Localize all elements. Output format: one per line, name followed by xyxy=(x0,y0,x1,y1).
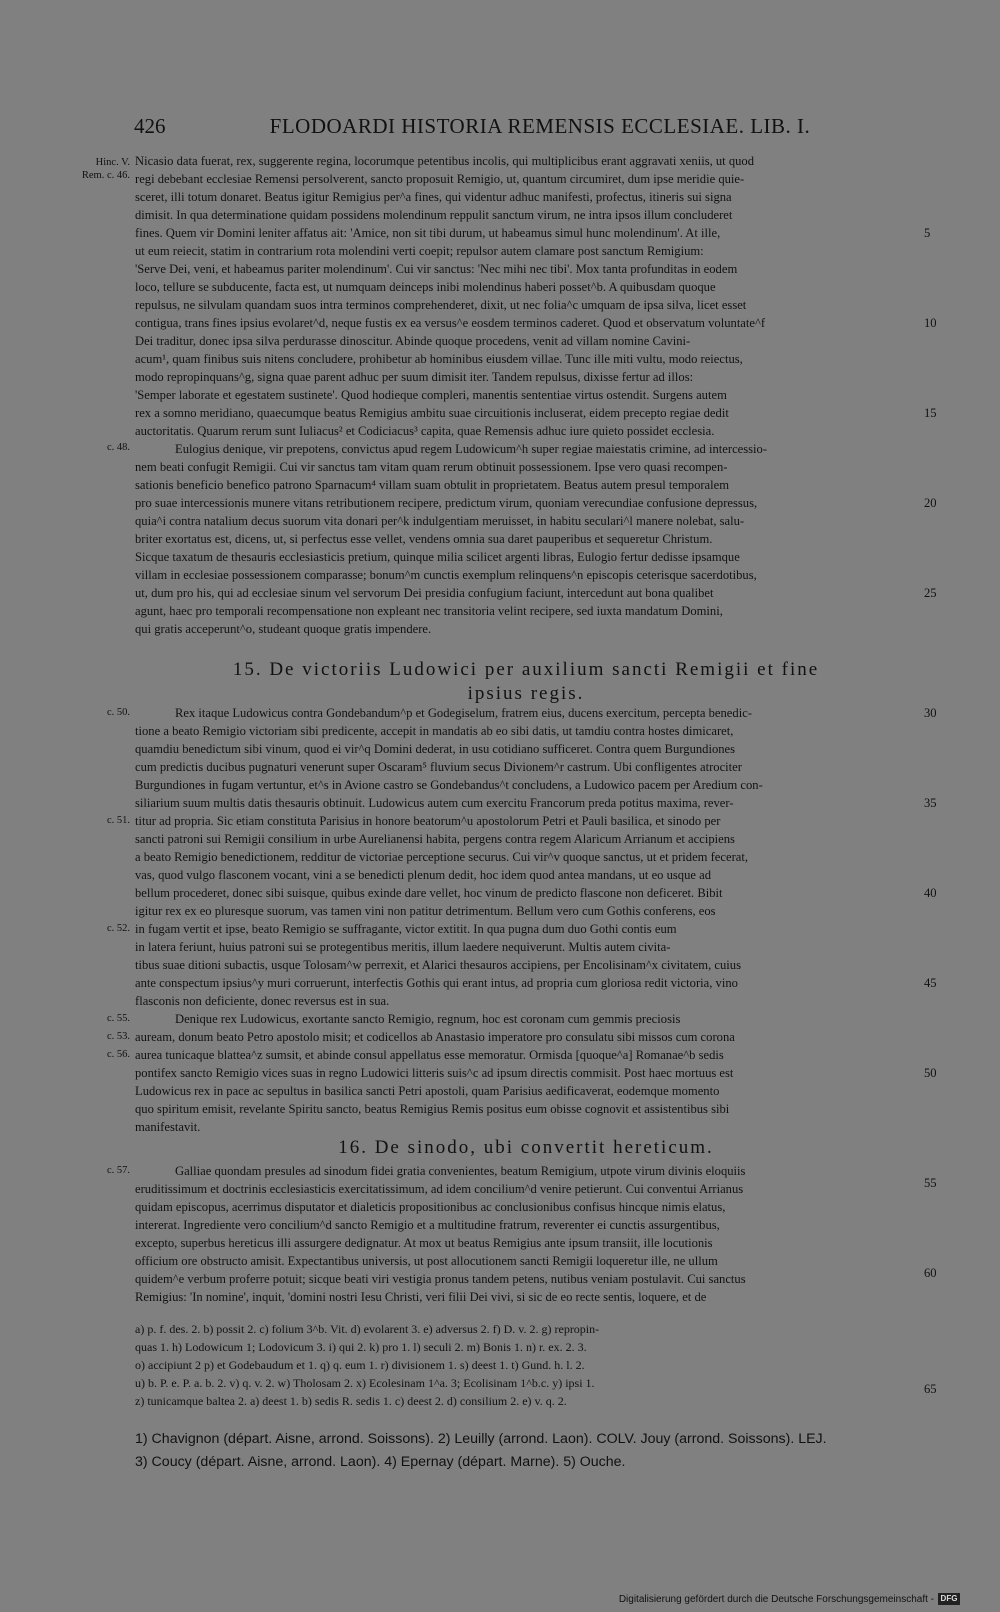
margin-ref: c. 56. xyxy=(106,1049,130,1060)
text-line: pontifex sancto Remigio vices suas in regno Ludowici litteris suis^c ad ipsum directis commisit. Post haec mortuus est xyxy=(135,1066,734,1080)
margin-ref: c. 57. xyxy=(106,1165,130,1176)
text-line: qui gratis acceperunt^o, studeant quoque gratis impendere. xyxy=(135,622,432,636)
footnote-line: 1) Chavignon (départ. Aisne, arrond. Soissons). 2) Leuilly (arrond. Laon). COLV. Jouy (arrond. Soissons). LEJ. xyxy=(135,1431,827,1447)
line-number: 10 xyxy=(924,316,937,330)
line-number: 25 xyxy=(924,586,937,600)
margin-ref: c. 50. xyxy=(106,707,130,718)
line-number: 60 xyxy=(924,1266,937,1280)
text-line: 'Serve Dei, veni, et habeamus pariter molendinum'. Cui vir sanctus: 'Nec mihi nec tibi'. Mox tanta profunditas in eodem xyxy=(135,262,738,276)
running-head xyxy=(0,114,1000,144)
text-line: loco, tellure se subducente, facta est, ut numquam deinceps inibi molendinus haberi posset^b. A quibusdam quoque xyxy=(135,280,716,294)
text-line: quo spiritum emisit, revelante Spiritu sancto, beatus Remigius Remis positus eum obisse cognovit et assistentibus sibi xyxy=(135,1102,730,1116)
text-line: repulsus, ne silvulam quandam suos intra terminos comprehenderet, dixit, ut nec folia^c umquam de ipsa silva, licet esset xyxy=(135,298,747,312)
text-line: acum¹, quam finibus suis nitens concludere, prohibetur ab hominibus eiusdem villae. Tunc ille miti vultu, modo reiectus, xyxy=(135,352,743,366)
margin-ref: Rem. c. 46. xyxy=(81,170,130,181)
apparatus-line: quas 1. h) Lodowicum 1; Lodovicum 3. i) qui 2. k) pro 1. l) seculi 2. m) Bonis 1. n) r. ex. 2. 3. xyxy=(135,1340,587,1354)
line-number: 5 xyxy=(924,226,931,240)
text-line: ut, dum pro his, qui ad ecclesiae sinum vel servorum Dei presidia confugium faciunt, intercedunt aut bona qualibet xyxy=(135,586,714,600)
text-line: sationis beneficio benefico patrono Sparnacum⁴ villam suam obtulit in proprietatem. Beatus autem presul temporalem xyxy=(135,478,730,492)
text-line: Nicasio data fuerat, rex, suggerente regina, locorumque petentibus incolis, qui multiplicibus erant aggravati xeniis, ut quod xyxy=(135,154,755,168)
text-line: siliarium suum multis datis thesauris obtinuit. Ludowicus autem cum exercitu Francorum preda potitus maxima, rever- xyxy=(135,796,734,810)
text-line: villam in ecclesiae possessionem comparasse; bonum^m cunctis exemplum relinquens^n episcopis ceterisque sacerdotibus, xyxy=(135,568,757,582)
text-line: ante conspectum ipsius^y muri corruerunt, interfectis Gothis qui erant intus, ad propria cum gloriosa redit victoria, vino xyxy=(135,976,738,990)
text-line: Burgundiones in fugam vertuntur, et^s in Avione castro se Gondebandus^t concludens, a Ludowico pacem per Aredium con- xyxy=(135,778,763,792)
text-line: agunt, haec pro temporali recompensatione non expleant nec transitoria velint recipere, sed iuxta mandatum Domini, xyxy=(135,604,723,618)
line-number: 45 xyxy=(924,976,937,990)
line-number: 20 xyxy=(924,496,937,510)
text-line: dimisit. In qua determinatione quidam possidens molendinum reppulit sanctum virum, ne intra ipsos illum concluderet xyxy=(135,208,733,222)
text-line: Remigius: 'In nomine', inquit, 'domini nostri Iesu Christi, veri filii Dei vivi, si sic de eo recte sentis, loquere, et de xyxy=(135,1290,707,1304)
text-line: quamdiu benedictum sibi vinum, quod ei vir^q Domini dederat, in usu cotidiano sufficeret. Contra quem Burgundiones xyxy=(135,742,736,756)
text-line: Ludowicus rex in pace ac sepultus in basilica sancti Petri apostoli, quam Parisius aedificaverat, eodemque momento xyxy=(135,1084,720,1098)
text-line: eruditissimum et doctrinis ecclesiasticis exercitatissimum, ad idem concilium^d venire petierunt. Cui conventui Arrianus xyxy=(135,1182,744,1196)
margin-ref: Hinc. V. xyxy=(95,157,130,168)
chapter-heading-15-cont: ipsius regis. xyxy=(467,683,585,704)
apparatus-line: a) p. f. des. 2. b) possit 2. c) folium 3^b. Vit. d) evolarent 3. e) adversus 2. f) D. v. 2. g) repropin- xyxy=(135,1322,600,1336)
text-line: intererat. Ingrediente vero concilium^d sancto Remigio et a multitudine fratrum, reverenter ei cunctis assurgentibus, xyxy=(135,1218,720,1232)
line-number: 15 xyxy=(924,406,937,420)
line-number: 65 xyxy=(924,1382,937,1396)
text-line: contigua, trans fines ipsius evolaret^d, neque fustis ex ea versus^e eosdem terminos caderet. Quod et observatum voluntate^f xyxy=(135,316,766,330)
text-line: nem beati confugit Remigii. Cui vir sanctus tam vitam quam rerum obtinuit possessionem. Ipse vero quasi recompen- xyxy=(135,460,728,474)
text-line: igitur rex ex eo pluresque suorum, vas tamen vini non patitur detrimentum. Bellum vero cum Gothis conferens, eos xyxy=(135,904,716,918)
text-line: manifestavit. xyxy=(135,1120,201,1134)
text-line: a beato Remigio benedictionem, redditur de victoriae perceptione securus. Cui vir^v quoque sanctus, ut et pridem fecerat, xyxy=(135,850,748,864)
line-number: 50 xyxy=(924,1066,937,1080)
text-line: Denique rex Ludowicus, exortante sancto Remigio, regnum, hoc est coronam cum gemmis preciosis xyxy=(175,1012,681,1026)
text-line: 'Semper laborate et egestatem sustinete'. Quod hodieque compleri, manentis sententiae virtus ostendit. Surgens autem xyxy=(135,388,727,402)
margin-ref: c. 55. xyxy=(106,1013,130,1024)
page-number: 426 xyxy=(134,114,166,138)
text-line: modo repropinquans^g, signa quae parent adhuc per suum dimisit iter. Tandem repulsus, dixisse fertur ad illos: xyxy=(135,370,694,384)
line-number: 30 xyxy=(924,706,937,720)
text-line: cum predictis ducibus pugnaturi venerunt super Oscaram⁵ fluvium secus Divionem^r castrum. Ubi confligentes atrociter xyxy=(135,760,742,774)
text-line: excepto, superbus hereticus illi assurgere dedignatur. At mox ut beatus Remigius ante ipsum transiit, ille locutionis xyxy=(135,1236,713,1250)
text-line: in latera feriunt, huius patroni sui se protegentibus meritis, illum laedere nequiverunt. Multis autem civita- xyxy=(135,940,671,954)
text-line: ut eum reiecit, statim in contrarium rota molendini verti coepit; repulsor autem clamare post sanctum Remigium: xyxy=(135,244,704,258)
text-line: auctoritatis. Quarum rerum sunt Iuliacus² et Codiciacus³ capita, quae Remensis adhuc iure quieto possidet ecclesia. xyxy=(135,424,715,438)
margin-ref: c. 53. xyxy=(106,1031,130,1042)
text-line: Eulogius denique, vir prepotens, convictus apud regem Ludowicum^h super regiae maiestatis crimine, ad intercessio- xyxy=(175,442,768,456)
credit-text: Digitalisierung gefördert durch die Deutsche Forschungsgemeinschaft - xyxy=(618,1593,934,1605)
dfg-logo-icon: DFG xyxy=(938,1593,960,1605)
chapter-heading-16: 16. De sinodo, ubi convertit hereticum. xyxy=(338,1137,714,1158)
text-line: bellum procederet, donec sibi suisque, quibus exinde dare vellet, hoc vinum de predicto flascone non deficeret. Bibit xyxy=(135,886,723,900)
apparatus-line: z) tunicamque baltea 2. a) deest 1. b) sedis R. sedis 1. c) deest 2. d) consilium 2. e) v. q. 2. xyxy=(135,1394,567,1408)
text-line: flasconis non deficiente, donec reversus est in sua. xyxy=(135,994,390,1008)
text-line: Rex itaque Ludowicus contra Gondebandum^p et Godegiselum, fratrem eius, ducens exercitum, percepta benedic- xyxy=(175,706,752,720)
text-line: Dei traditur, donec ipsa silva perdurasse dinoscitur. Abinde quoque procedens, venit ad villam nomine Cavini- xyxy=(135,334,691,348)
text-line: briter exortatus est, dicens, ut, si perfectus esse vellet, vendens omnia sua daret pauperibus et sequeretur Christum. xyxy=(135,532,713,546)
apparatus-line: o) accipiunt 2 p) et Godebaudum et 1. q) q. eum 1. r) divisionem 1. s) deest 1. t) Gund. h. l. 2. xyxy=(135,1358,585,1372)
text-line: officium ore obstructo amisit. Expectantibus universis, ut post allocutionem sancti Remigii loqueretur ille, ne ullum xyxy=(135,1254,718,1268)
text-line: sceret, illi totum donaret. Beatus igitur Remigius per^a fines, qui videntur adhuc manifesti, profectus, itineris sui signa xyxy=(135,190,732,204)
text-line: fines. Quem vir Domini leniter affatus ait: 'Amice, non sit tibi durum, ut habeamus simul hunc molendinum'. At ille, xyxy=(135,226,721,240)
text-line: rex a somno meridiano, quaecumque beatus Remigius ambitu suae circuitionis incluserat, eidem precepto regiae dedit xyxy=(135,406,729,420)
margin-ref: c. 52. xyxy=(106,923,130,934)
text-line: tione a beato Remigio victoriam sibi predicente, accepit in mandatis ab eo sibi datis, ut tamdiu contra hostes dimicaret, xyxy=(135,724,734,738)
margin-ref: c. 51. xyxy=(106,815,130,826)
digitization-credit xyxy=(619,1593,960,1605)
running-title: FLODOARDI HISTORIA REMENSIS ECCLESIAE. LIB. I. xyxy=(269,114,811,138)
text-line: quidam episcopus, acerrimus disputator et dialeticis propositionibus ac conclusionibus confisus hincque nimis elatus, xyxy=(135,1200,726,1214)
margin-ref: c. 48. xyxy=(106,442,130,453)
text-line: titur ad propria. Sic etiam constituta Parisius in honore beatorum^u apostolorum Petri et Pauli basilica, et sinodo per xyxy=(135,814,721,828)
line-number: 35 xyxy=(924,796,937,810)
text-line: vas, quod vulgo flasconem vocant, vini a se benedicti plenum dedit, hoc idem quod antea mandans, ut eo usque ad xyxy=(135,868,712,882)
text-line: sancti patroni sui Remigii consilium in urbe Aurelianensi habita, pergens contra regem Alaricum Arrianum et accipiens xyxy=(135,832,735,846)
text-line: Galliae quondam presules ad sinodum fidei gratia convenientes, beatum Remigium, utpote virum divinis eloquiis xyxy=(175,1164,746,1178)
text-line: auream, donum beato Petro apostolo misit; et codicellos ab Anastasio imperatore pro consulatu sibi missos cum corona xyxy=(135,1030,735,1044)
text-line: in fugam vertit et ipse, beato Remigio se suffragante, victor extitit. In qua pugna dum duo Gothi contis eum xyxy=(135,922,677,936)
text-line: regi debebant ecclesiae Remensi persolverent, sancto proposuit Remigio, ut, quantum circumiret, dum ipse meridie quie- xyxy=(135,172,745,186)
text-line: pro suae intercessionis munere vitans retributionem recipere, predictum virum, quoniam verecundiae confusione depressus, xyxy=(135,496,758,510)
text-line: tibus suae ditioni subactis, usque Tolosam^w perrexit, et Alarici thesauros accipiens, per Encolisinam^x civitatem, cuius xyxy=(135,958,741,972)
text-line: quidem^e verbum proferre potuit; sicque beati viri vestigia pronus tandem petens, nutibus veniam postulavit. Cui sanctus xyxy=(135,1272,746,1286)
text-line: quia^i contra natalium decus suorum vita donari per^k indulgentiam meruisset, in habitu seculari^l manere nolebat, salu- xyxy=(135,514,745,528)
text-line: aurea tunicaque blattea^z sumsit, et abinde consul appellatus esse memoratur. Ormisda [quoque^a] Romanae^b sedis xyxy=(135,1048,724,1062)
footnote-line: 3) Coucy (départ. Aisne, arrond. Laon). 4) Epernay (départ. Marne). 5) Ouche. xyxy=(135,1454,626,1470)
apparatus-line: u) b. P. e. P. a. b. 2. v) q. v. 2. w) Tholosam 2. x) Ecolesinam 1^a. 3; Ecolisinam 1^b.c. y) ipsi 1. xyxy=(135,1376,595,1390)
line-number: 40 xyxy=(924,886,937,900)
chapter-heading-15: 15. De victoriis Ludowici per auxilium sancti Remigii et fine xyxy=(232,659,820,680)
line-number: 55 xyxy=(924,1176,937,1190)
text-line: Sicque taxatum de thesauris ecclesiasticis pretium, quinque milia scilicet argenti libras, Eulogio fertur dedisse ipsamque xyxy=(135,550,740,564)
